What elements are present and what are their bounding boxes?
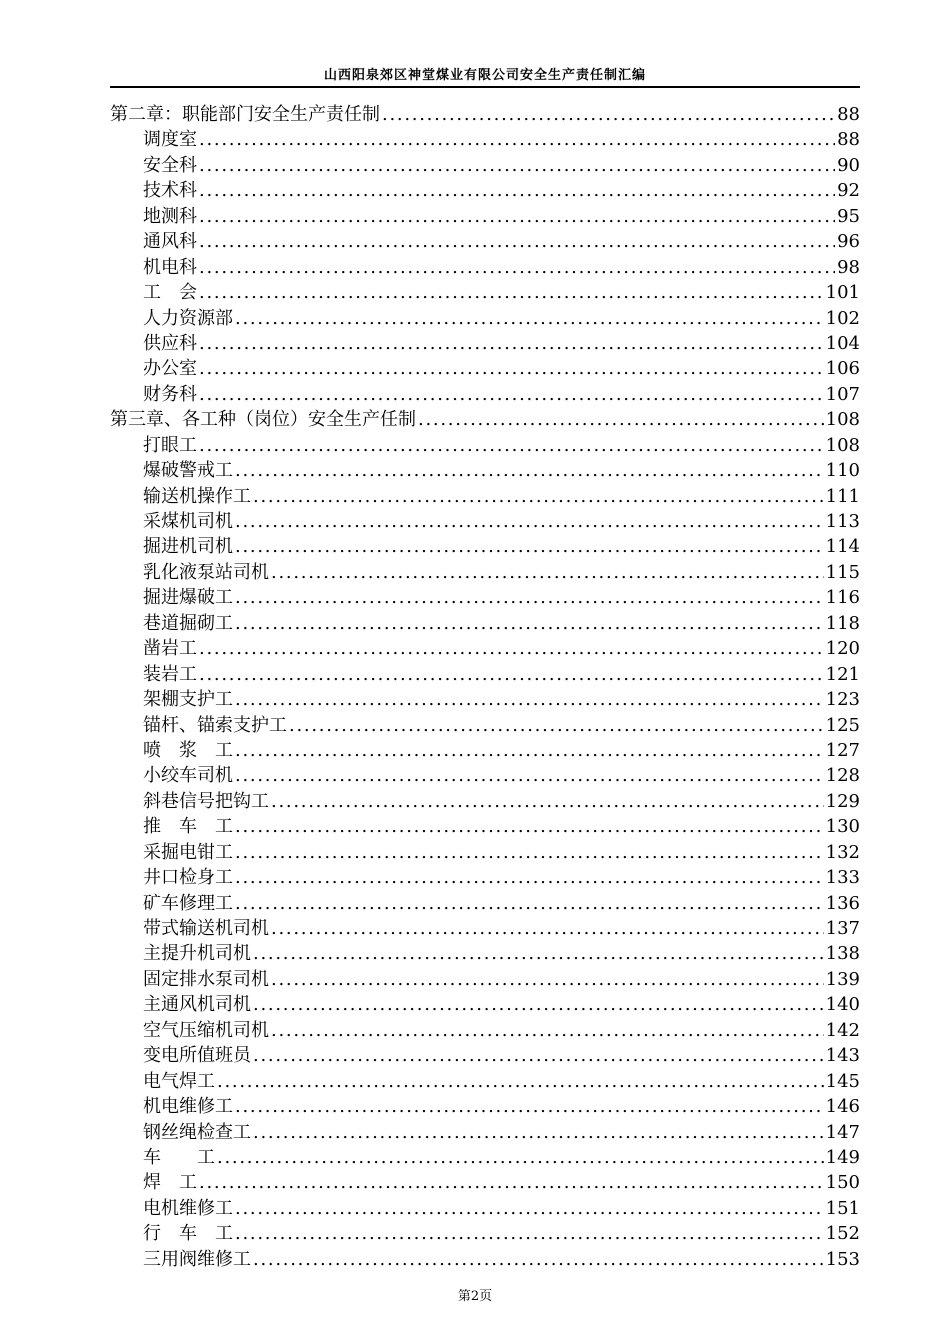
- toc-entry-page-number: 116: [825, 587, 860, 609]
- toc-dot-leader: [235, 891, 824, 916]
- toc-entry[interactable]: [110, 382, 860, 407]
- toc-dot-leader: [199, 204, 835, 229]
- toc-dot-leader: [253, 1120, 824, 1145]
- toc-entry-page-number: 137: [825, 918, 860, 939]
- toc-entry[interactable]: [110, 255, 860, 280]
- toc-dot-leader: [235, 840, 824, 865]
- toc-entry-title: 焊 工: [143, 1172, 197, 1194]
- toc-entry[interactable]: [110, 484, 860, 509]
- toc-entry[interactable]: [110, 1043, 860, 1068]
- toc-entry[interactable]: [110, 509, 860, 534]
- toc-dot-leader: [235, 865, 824, 890]
- toc-entry-page-number: 120: [825, 638, 860, 660]
- toc-entry[interactable]: [110, 1196, 860, 1221]
- toc-entry[interactable]: [110, 280, 860, 305]
- toc-entry[interactable]: [110, 204, 860, 229]
- table-of-contents: [110, 102, 860, 1272]
- toc-entry[interactable]: [110, 331, 860, 356]
- toc-dot-leader: [199, 1170, 824, 1195]
- toc-entry-title: 变电所值班员: [143, 1045, 251, 1067]
- toc-entry[interactable]: [110, 763, 860, 788]
- toc-entry[interactable]: [110, 636, 860, 661]
- toc-dot-leader: [199, 229, 835, 254]
- toc-entry[interactable]: [110, 1145, 860, 1170]
- toc-chapter-entry[interactable]: [110, 102, 860, 127]
- toc-entry-page-number: 146: [825, 1096, 860, 1118]
- toc-entry-page-number: 104: [825, 332, 860, 354]
- toc-entry[interactable]: [110, 1120, 860, 1145]
- toc-entry-title: 第三章、各工种（岗位）安全生产任制: [110, 409, 416, 431]
- toc-entry-page-number: 95: [837, 205, 860, 227]
- toc-entry-page-number: 151: [825, 1197, 860, 1219]
- toc-entry-page-number: 96: [837, 231, 860, 253]
- toc-entry-title: 掘进爆破工: [143, 587, 233, 609]
- toc-entry[interactable]: [110, 992, 860, 1017]
- toc-entry-title: 安全科: [143, 154, 197, 176]
- toc-dot-leader: [199, 331, 824, 356]
- toc-entry-page-number: 129: [825, 790, 860, 812]
- toc-entry-page-number: 140: [825, 994, 860, 1016]
- toc-entry[interactable]: [110, 127, 860, 152]
- toc-dot-leader: [271, 789, 824, 814]
- toc-dot-leader: [235, 763, 824, 788]
- toc-dot-leader: [235, 585, 824, 610]
- toc-dot-leader: [253, 484, 824, 509]
- toc-entry-page-number: 106: [825, 358, 860, 380]
- toc-entry[interactable]: [110, 1170, 860, 1195]
- toc-entry[interactable]: [110, 534, 860, 559]
- toc-entry[interactable]: [110, 560, 860, 585]
- toc-entry-page-number: 123: [825, 689, 860, 711]
- toc-entry[interactable]: [110, 458, 860, 483]
- toc-entry-title: 架棚支护工: [143, 689, 233, 711]
- toc-entry[interactable]: [110, 967, 860, 992]
- toc-entry[interactable]: [110, 916, 860, 941]
- toc-entry-page-number: 132: [825, 841, 860, 863]
- toc-entry-page-number: 107: [825, 383, 860, 405]
- toc-entry-page-number: 136: [825, 892, 860, 914]
- toc-entry-title: 电机维修工: [143, 1197, 233, 1219]
- toc-entry[interactable]: [110, 1247, 860, 1272]
- toc-dot-leader: [199, 127, 835, 152]
- toc-entry-title: 推 车 工: [143, 816, 233, 838]
- toc-dot-leader: [235, 306, 824, 331]
- toc-entry-title: 技术科: [143, 180, 197, 202]
- toc-entry-title: 带式输送机司机: [143, 918, 269, 939]
- toc-entry-title: 主提升机司机: [143, 943, 251, 965]
- toc-entry-page-number: 102: [825, 307, 860, 329]
- toc-dot-leader: [199, 178, 835, 203]
- toc-dot-leader: [289, 713, 824, 738]
- toc-entry-page-number: 118: [825, 612, 860, 634]
- toc-entry[interactable]: [110, 1069, 860, 1094]
- toc-entry-page-number: 149: [825, 1146, 860, 1168]
- toc-entry-title: 矿车修理工: [143, 892, 233, 914]
- toc-entry[interactable]: [110, 433, 860, 458]
- toc-entry-page-number: 152: [825, 1223, 860, 1245]
- toc-entry-page-number: 98: [837, 256, 860, 278]
- toc-entry[interactable]: [110, 229, 860, 254]
- toc-entry-page-number: 130: [825, 816, 860, 838]
- toc-entry-page-number: 115: [825, 561, 860, 583]
- toc-entry-title: 供应科: [143, 332, 197, 354]
- toc-entry-page-number: 110: [825, 460, 860, 482]
- toc-entry[interactable]: [110, 178, 860, 203]
- toc-entry[interactable]: [110, 687, 860, 712]
- toc-entry-title: 斜巷信号把钩工: [143, 790, 269, 812]
- toc-dot-leader: [217, 1069, 824, 1094]
- toc-entry-title: 巷道掘砌工: [143, 612, 233, 634]
- toc-dot-leader: [235, 458, 824, 483]
- toc-dot-leader: [199, 255, 835, 280]
- toc-entry[interactable]: [110, 1018, 860, 1043]
- toc-dot-leader: [235, 1196, 824, 1221]
- toc-entry-title: 人力资源部: [143, 307, 233, 329]
- toc-dot-leader: [235, 814, 824, 839]
- toc-entry-page-number: 143: [825, 1045, 860, 1067]
- toc-entry-page-number: 113: [825, 511, 860, 532]
- toc-entry-title: 固定排水泵司机: [143, 968, 269, 990]
- toc-dot-leader: [199, 356, 824, 381]
- toc-entry-title: 电气焊工: [143, 1070, 215, 1092]
- toc-entry[interactable]: [110, 1094, 860, 1119]
- toc-entry-page-number: 101: [825, 282, 860, 304]
- toc-entry-page-number: 111: [825, 485, 860, 507]
- toc-entry-page-number: 147: [825, 1121, 860, 1143]
- toc-entry-title: 机电科: [143, 256, 197, 278]
- toc-chapter-entry[interactable]: [110, 407, 860, 432]
- toc-entry[interactable]: [110, 738, 860, 763]
- toc-dot-leader: [235, 687, 824, 712]
- toc-entry-title: 地测科: [143, 205, 197, 227]
- toc-entry[interactable]: [110, 153, 860, 178]
- toc-entry-page-number: 133: [825, 867, 860, 889]
- toc-entry-page-number: 88: [837, 129, 860, 151]
- toc-dot-leader: [235, 509, 824, 534]
- toc-dot-leader: [199, 433, 824, 458]
- toc-entry[interactable]: [110, 891, 860, 916]
- toc-dot-leader: [271, 1018, 824, 1043]
- toc-dot-leader: [253, 941, 824, 966]
- toc-entry-page-number: 127: [825, 739, 860, 761]
- toc-entry-title: 办公室: [143, 358, 197, 380]
- toc-entry[interactable]: [110, 865, 860, 890]
- toc-entry[interactable]: [110, 611, 860, 636]
- toc-entry-page-number: 138: [825, 943, 860, 965]
- toc-entry-title: 采掘电钳工: [143, 841, 233, 863]
- toc-entry[interactable]: [110, 814, 860, 839]
- toc-entry[interactable]: [110, 789, 860, 814]
- toc-entry-page-number: 125: [825, 714, 860, 736]
- toc-entry-title: 小绞车司机: [143, 765, 233, 787]
- toc-dot-leader: [199, 153, 835, 178]
- toc-dot-leader: [271, 967, 824, 992]
- toc-entry[interactable]: [110, 713, 860, 738]
- toc-entry-title: 井口检身工: [143, 867, 233, 889]
- toc-entry-title: 钢丝绳检查工: [143, 1121, 251, 1143]
- toc-entry-page-number: 150: [825, 1172, 860, 1194]
- toc-entry-title: 凿岩工: [143, 638, 197, 660]
- toc-entry-title: 喷 浆 工: [143, 739, 233, 761]
- toc-dot-leader: [253, 1247, 824, 1272]
- toc-entry-page-number: 108: [825, 434, 860, 456]
- toc-entry-page-number: 88: [837, 104, 860, 125]
- toc-entry[interactable]: [110, 306, 860, 331]
- toc-entry[interactable]: [110, 356, 860, 381]
- toc-dot-leader: [253, 1043, 824, 1068]
- toc-dot-leader: [235, 611, 824, 636]
- toc-entry-title: 装岩工: [143, 663, 197, 685]
- toc-dot-leader: [217, 1145, 824, 1170]
- toc-entry-page-number: 90: [837, 154, 860, 176]
- toc-entry-title: 爆破警戒工: [143, 460, 233, 482]
- toc-entry-page-number: 145: [825, 1070, 860, 1092]
- toc-entry-title: 第二章：职能部门安全生产责任制: [110, 104, 380, 125]
- toc-entry-title: 行 车 工: [143, 1223, 233, 1245]
- toc-entry-title: 打眼工: [143, 434, 197, 456]
- toc-dot-leader: [253, 992, 824, 1017]
- toc-entry-page-number: 153: [825, 1248, 860, 1270]
- page-number: 第2页: [457, 1289, 493, 1304]
- toc-dot-leader: [235, 1094, 824, 1119]
- header-divider: [110, 86, 860, 88]
- toc-entry-title: 空气压缩机司机: [143, 1019, 269, 1041]
- toc-entry-page-number: 108: [825, 409, 860, 431]
- toc-entry-title: 工 会: [143, 282, 197, 304]
- toc-entry-title: 采煤机司机: [143, 511, 233, 532]
- toc-entry-title: 主通风机司机: [143, 994, 251, 1016]
- toc-dot-leader: [235, 1221, 824, 1246]
- toc-entry[interactable]: [110, 662, 860, 687]
- toc-entry-title: 车 工: [143, 1146, 215, 1168]
- toc-dot-leader: [235, 738, 824, 763]
- toc-entry-page-number: 92: [837, 180, 860, 202]
- toc-dot-leader: [199, 280, 824, 305]
- toc-entry-title: 财务科: [143, 383, 197, 405]
- toc-entry-title: 三用阀维修工: [143, 1248, 251, 1270]
- toc-dot-leader: [199, 636, 824, 661]
- toc-entry-page-number: 114: [825, 536, 860, 558]
- toc-entry-page-number: 139: [825, 968, 860, 990]
- toc-dot-leader: [199, 662, 824, 687]
- toc-entry-page-number: 121: [825, 663, 860, 685]
- toc-entry[interactable]: [110, 941, 860, 966]
- toc-dot-leader: [418, 407, 824, 432]
- toc-entry-title: 调度室: [143, 129, 197, 151]
- toc-entry-title: 掘进机司机: [143, 536, 233, 558]
- toc-dot-leader: [235, 534, 824, 559]
- toc-dot-leader: [199, 382, 824, 407]
- toc-entry-page-number: 128: [825, 765, 860, 787]
- toc-entry-page-number: 142: [825, 1019, 860, 1041]
- toc-entry[interactable]: [110, 840, 860, 865]
- toc-entry[interactable]: [110, 1221, 860, 1246]
- toc-entry-title: 通风科: [143, 231, 197, 253]
- toc-entry-title: 乳化液泵站司机: [143, 561, 269, 583]
- toc-entry[interactable]: [110, 585, 860, 610]
- document-header: 山西阳泉郊区神堂煤业有限公司安全生产责任制汇编: [323, 68, 646, 83]
- toc-dot-leader: [271, 916, 824, 941]
- toc-dot-leader: [382, 102, 835, 127]
- toc-entry-title: 机电维修工: [143, 1096, 233, 1118]
- toc-dot-leader: [271, 560, 824, 585]
- toc-entry-title: 输送机操作工: [143, 485, 251, 507]
- toc-entry-title: 锚杆、锚索支护工: [143, 714, 287, 736]
